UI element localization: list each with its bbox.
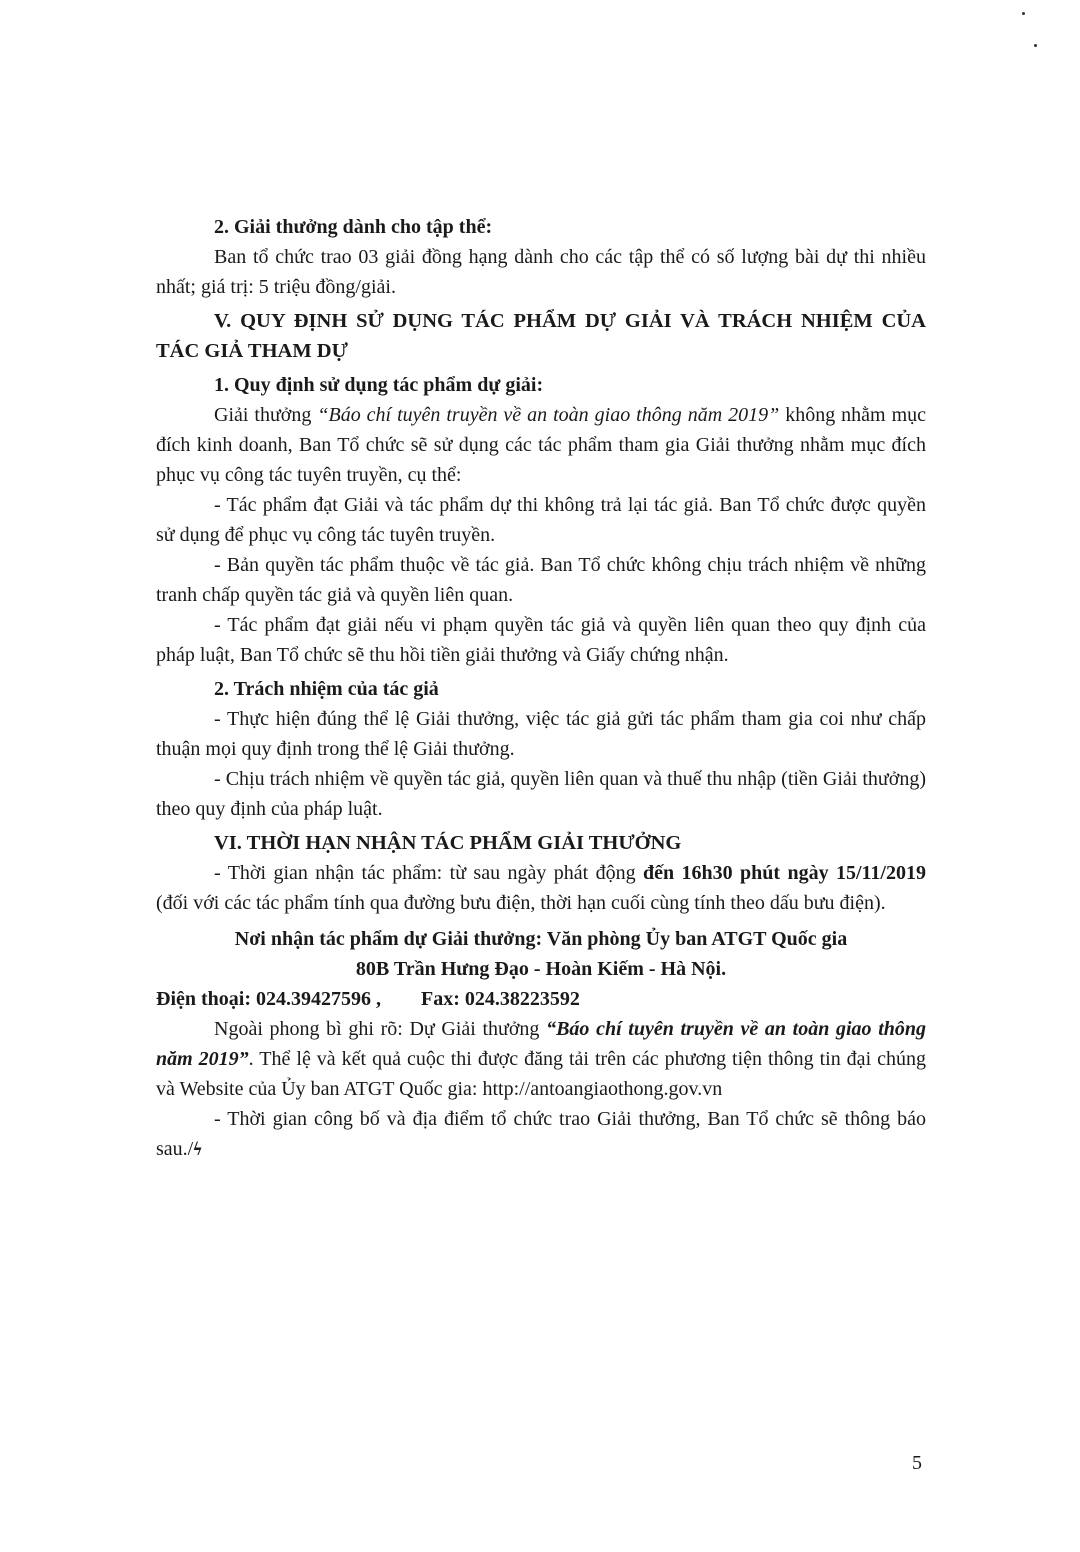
section-6-paragraph-1: - Thời gian nhận tác phẩm: từ sau ngày phát động đến 16h30 phút ngày 15/11/2019 (đối với các tác phẩm tính qua đường bưu điện, thời hạn cuối cùng tính theo dấu bưu điện). <box>156 862 926 914</box>
contest-name: “Báo chí tuyên truyền về an toàn giao thông năm 2019” <box>317 404 780 426</box>
section-5-1-paragraph-1: Giải thưởng “Báo chí tuyên truyền về an toàn giao thông năm 2019” không nhằm mục đích kinh doanh, Ban Tổ chức sẽ sử dụng các tác phẩm tham gia Giải thưởng nhằm mục đích phục vụ công tác tuyên truyền, cụ thể: <box>156 404 927 486</box>
section-2-title: 2. Giải thưởng dành cho tập thể: <box>214 216 493 238</box>
section-5-2-paragraph-2: - Chịu trách nhiệm về quyền tác giả, quyền liên quan và thuế thu nhập (tiền Giải thưởng) theo quy định của pháp luật. <box>156 768 926 820</box>
address-line-1: Nơi nhận tác phẩm dự Giải thưởng: Văn phòng Ủy ban ATGT Quốc gia <box>234 928 848 950</box>
page-number: 5 <box>912 1452 922 1474</box>
section-6-title: VI. THỜI HẠN NHẬN TÁC PHẨM GIẢI THƯỞNG <box>214 832 682 854</box>
section-5-1-paragraph-4: - Tác phẩm đạt giải nếu vi phạm quyền tác giả và quyền liên quan theo quy định của pháp luật, Ban Tổ chức sẽ thu hồi tiền giải thưởng và Giấy chứng nhận. <box>156 614 926 666</box>
section-2-body: Ban tổ chức trao 03 giải đồng hạng dành cho các tập thể có số lượng bài dự thi nhiều nhất; giá trị: 5 triệu đồng/giải. <box>156 246 926 298</box>
section-6-paragraph-3: - Thời gian công bố và địa điểm tổ chức trao Giải thưởng, Ban Tổ chức sẽ thông báo sau./ϟ <box>156 1108 926 1160</box>
section-5-1-title: 1. Quy định sử dụng tác phẩm dự giải: <box>214 374 544 396</box>
section-5-title: V. QUY ĐỊNH SỬ DỤNG TÁC PHẨM DỰ GIẢI VÀ TRÁCH NHIỆM CỦA TÁC GIẢ THAM DỰ <box>156 310 926 362</box>
address-line-2: 80B Trần Hưng Đạo - Hoàn Kiếm - Hà Nội. <box>355 958 727 980</box>
scan-speck <box>1034 44 1037 47</box>
scan-speck <box>1022 12 1025 15</box>
section-5-2-title: 2. Trách nhiệm của tác giả <box>214 678 439 700</box>
section-5-1-paragraph-3: - Bản quyền tác phẩm thuộc về tác giả. Ban Tổ chức không chịu trách nhiệm về những tranh chấp quyền tác giả và quyền liên quan. <box>156 554 926 606</box>
contest-name-emphasis: “Báo chí tuyên truyền về an toàn giao thông năm 2019” <box>156 1018 926 1070</box>
section-5-2-paragraph-1: - Thực hiện đúng thể lệ Giải thưởng, việc tác giả gửi tác phẩm tham gia coi như chấp thuận mọi quy định trong thể lệ Giải thưởng. <box>156 708 926 760</box>
phone-number: Điện thoại: 024.39427596 , <box>156 988 381 1010</box>
fax-number: Fax: 024.38223592 <box>421 988 580 1010</box>
initial-mark: ϟ <box>193 1139 202 1160</box>
section-6-paragraph-2: Ngoài phong bì ghi rõ: Dự Giải thưởng “Báo chí tuyên truyền về an toàn giao thông năm 2019”. Thể lệ và kết quả cuộc thi được đăng tải trên các phương tiện thông tin đại chúng và Website của Ủy ban ATGT Quốc gia: http://antoangiaothong.gov.vn <box>156 1018 926 1100</box>
document-body <box>156 208 926 1165</box>
section-5-1-paragraph-2: - Tác phẩm đạt Giải và tác phẩm dự thi không trả lại tác giả. Ban Tổ chức được quyền sử dụng để phục vụ công tác tuyên truyền. <box>156 494 926 546</box>
deadline: đến 16h30 phút ngày 15/11/2019 <box>642 862 926 884</box>
contact-line <box>156 984 926 1014</box>
